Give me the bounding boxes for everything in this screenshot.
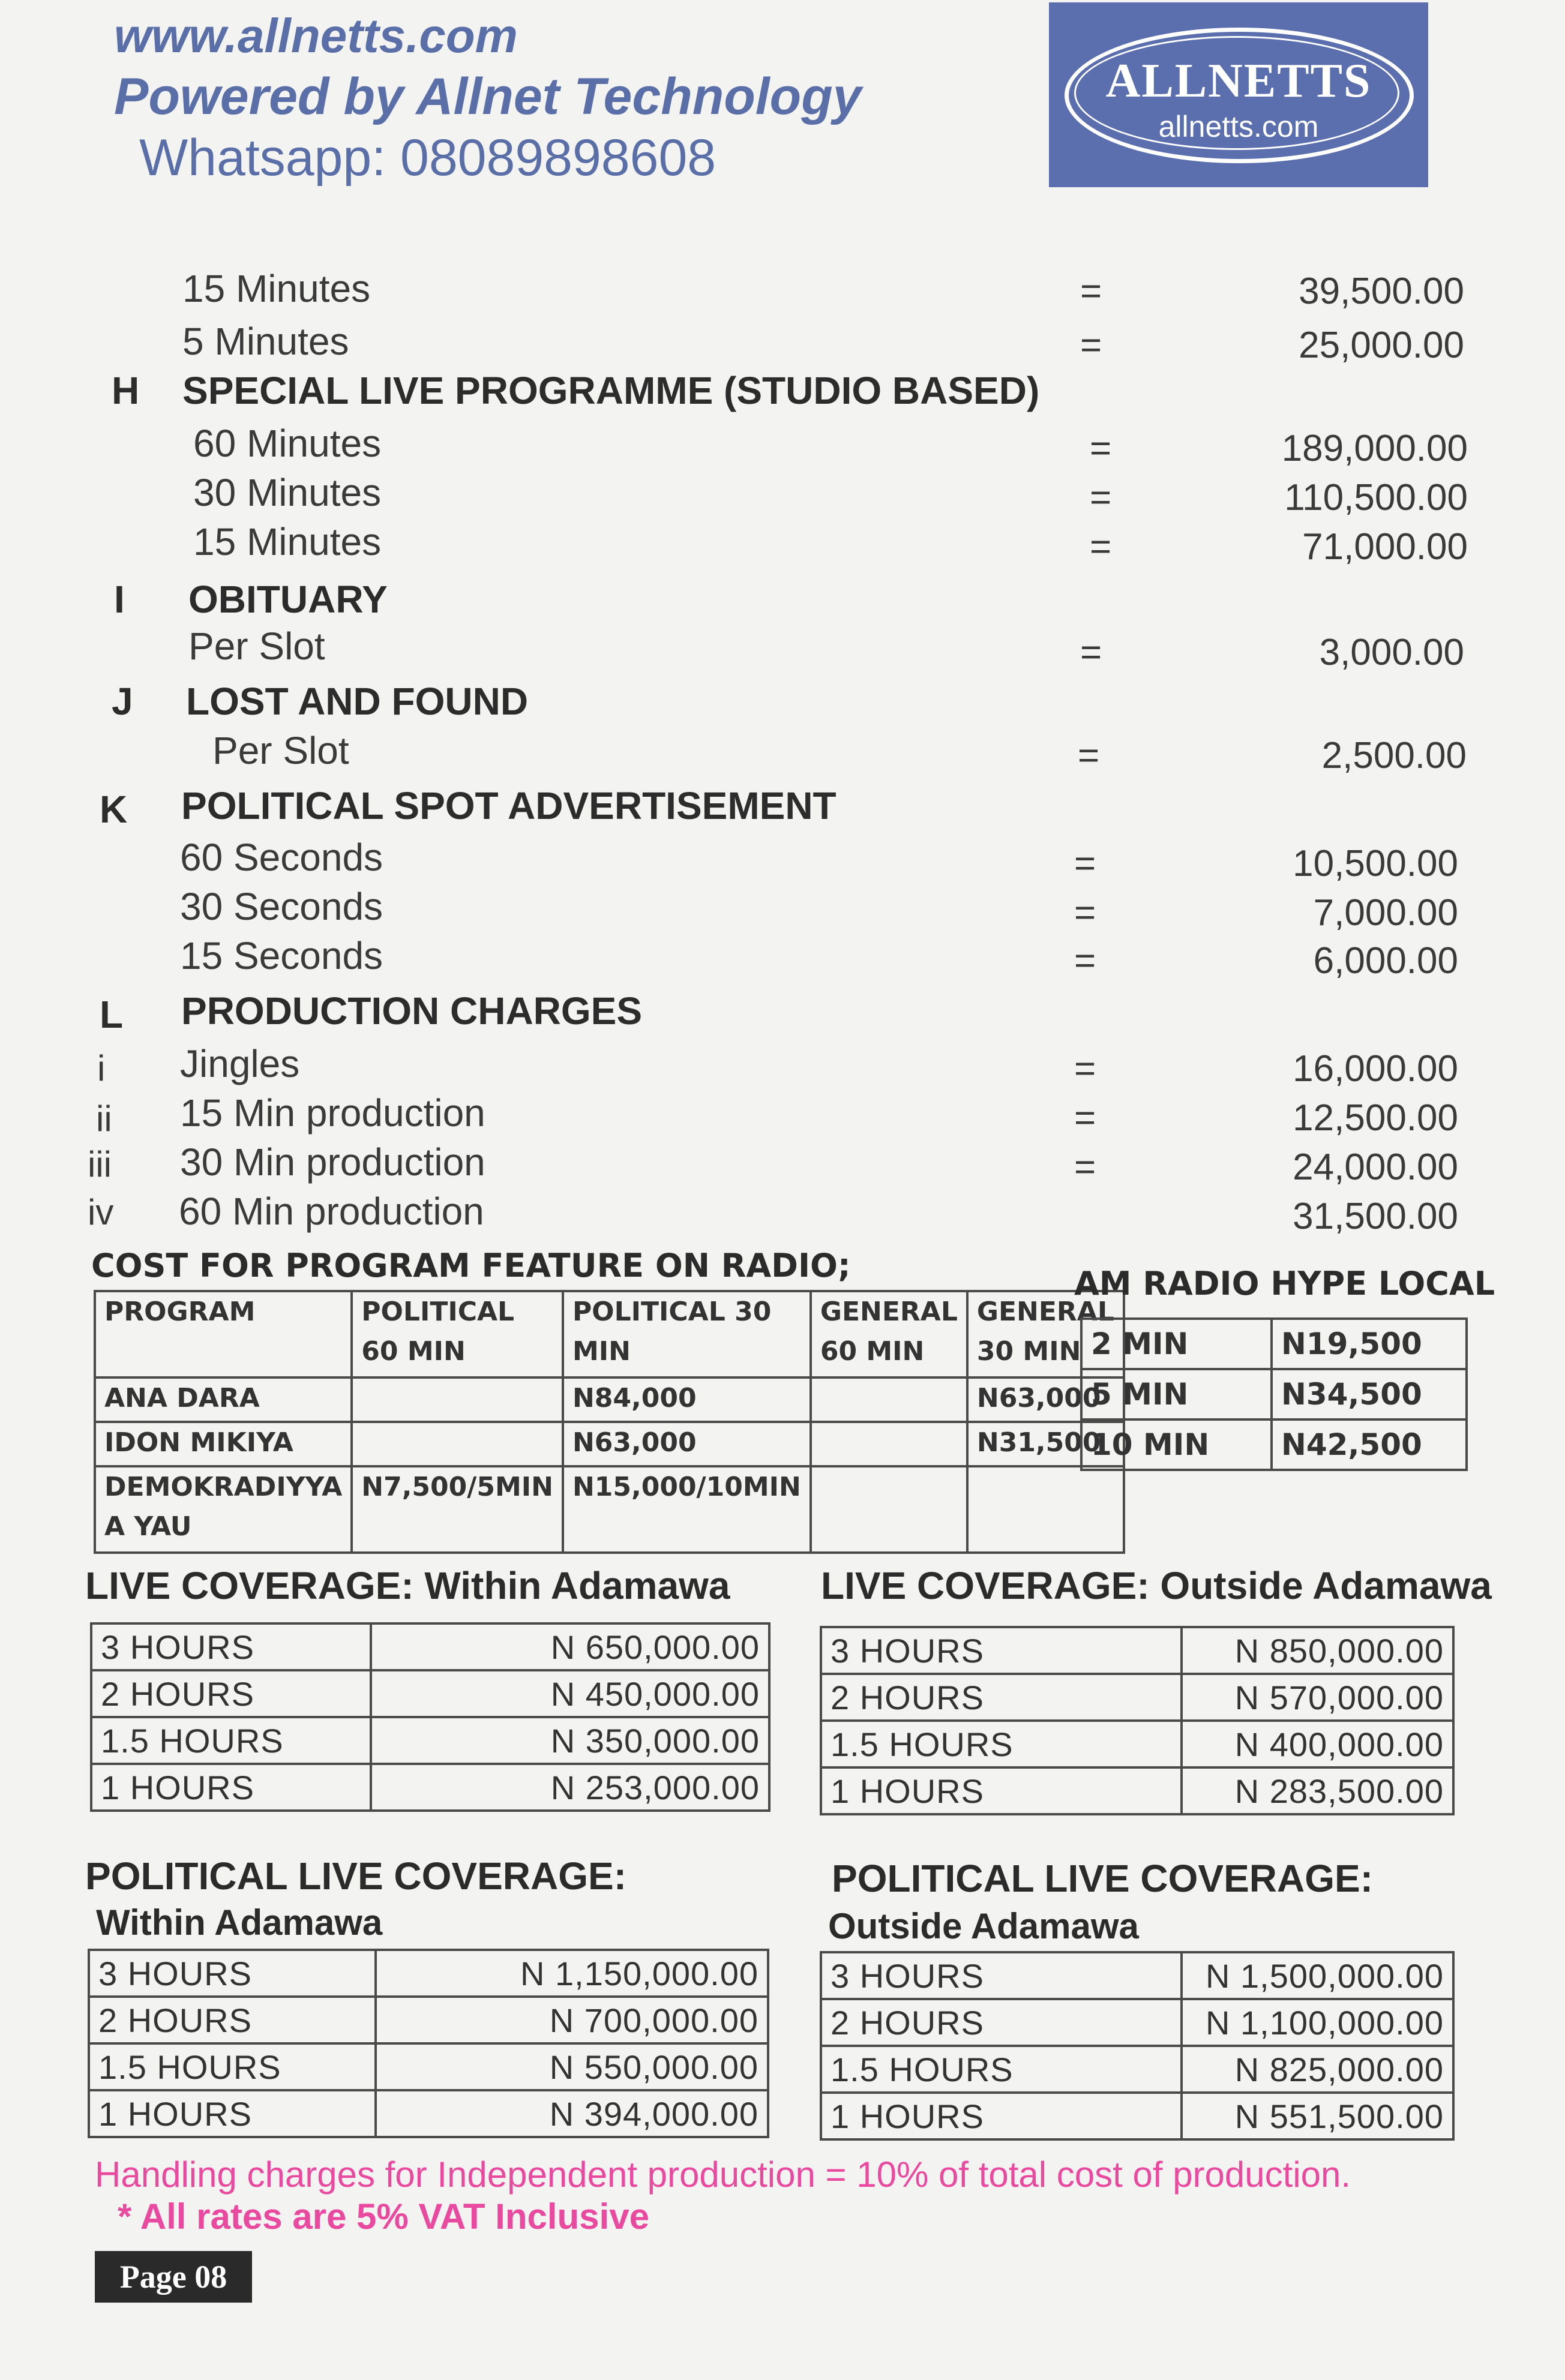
table-cell: 1 HOURS: [89, 2090, 376, 2137]
equals-sign: =: [1074, 1147, 1096, 1188]
table-row: [91, 1764, 769, 1811]
table-cell: 2 HOURS: [821, 1999, 1182, 2046]
table-cell: N 825,000.00: [1182, 2046, 1453, 2093]
rate-label: 15 Min production: [180, 1091, 485, 1135]
table-row: [821, 2046, 1453, 2093]
table-row: [821, 1767, 1453, 1814]
item-number: iv: [88, 1192, 114, 1232]
table-cell: 1.5 HOURS: [89, 2043, 376, 2090]
table-cell: N31,500: [967, 1422, 1124, 1466]
table-cell: 3 HOURS: [89, 1950, 376, 1997]
rate-amount: 31,500.00: [1293, 1196, 1458, 1237]
table-cell: IDON MIKIYA: [95, 1422, 352, 1466]
rate-amount: 39,500.00: [1299, 271, 1464, 312]
item-number: iii: [88, 1144, 112, 1184]
table-cell: N 551,500.00: [1182, 2093, 1453, 2139]
section-title-political-spot: POLITICAL SPOT ADVERTISEMENT: [181, 784, 837, 827]
rate-label: 60 Seconds: [180, 836, 383, 879]
table-cell: N 650,000.00: [371, 1623, 769, 1670]
rate-amount: 189,000.00: [1281, 428, 1468, 469]
table-row: [821, 1952, 1453, 1999]
rate-label: 30 Minutes: [193, 471, 382, 514]
rate-amount: 2,500.00: [1321, 735, 1467, 776]
rate-amount: 6,000.00: [1313, 940, 1458, 982]
rate-label: 60 Minutes: [193, 422, 382, 465]
table-cell: N 394,000.00: [376, 2090, 768, 2137]
section-letter-k: K: [100, 788, 128, 831]
section-title-lost-found: LOST AND FOUND: [186, 680, 529, 723]
rate-label: Per Slot: [212, 729, 349, 772]
table-row: [89, 1950, 768, 1997]
equals-sign: =: [1074, 1048, 1096, 1090]
rate-label: 30 Min production: [180, 1141, 485, 1184]
rate-amount: 24,000.00: [1293, 1147, 1458, 1188]
section-title-production: PRODUCTION CHARGES: [181, 989, 643, 1033]
am-radio-table: [1080, 1317, 1468, 1471]
rate-label: 15 Seconds: [180, 934, 383, 977]
table-cell: N63,000: [967, 1377, 1124, 1422]
table-cell: [811, 1466, 967, 1553]
rate-label: 5 Minutes: [182, 320, 349, 363]
rate-label: 30 Seconds: [180, 885, 383, 928]
table-cell: 1.5 HOURS: [821, 2046, 1182, 2093]
program-table-caption: COST FOR PROGRAM FEATURE ON RADIO;: [91, 1247, 851, 1284]
section-title-obituary: OBITUARY: [188, 578, 388, 621]
table-header-row: [95, 1291, 1124, 1377]
table-cell: 3 HOURS: [821, 1627, 1182, 1674]
column-header: POLITICAL 30 MIN: [563, 1291, 811, 1377]
rate-amount: 12,500.00: [1293, 1097, 1458, 1139]
equals-sign: =: [1074, 892, 1096, 934]
table-row: [821, 1674, 1453, 1721]
equals-sign: =: [1080, 271, 1102, 312]
political-within-subcaption: Within Adamawa: [96, 1902, 383, 1943]
table-cell: N15,000/10MIN: [563, 1466, 811, 1553]
table-row: [89, 2090, 768, 2137]
political-within-caption: POLITICAL LIVE COVERAGE:: [85, 1854, 626, 1898]
table-cell: 10 MIN: [1081, 1419, 1272, 1470]
program-cost-table: [94, 1290, 1125, 1554]
vat-note: * All rates are 5% VAT Inclusive: [118, 2196, 649, 2237]
allnetts-logo: [1049, 2, 1428, 187]
table-cell: N 350,000.00: [371, 1717, 769, 1764]
column-header: GENERAL 60 MIN: [811, 1291, 967, 1377]
table-cell: N 450,000.00: [371, 1670, 769, 1717]
equals-sign: =: [1080, 632, 1102, 673]
page-number-badge: Page 08: [95, 2251, 252, 2303]
live-within-table: [90, 1622, 770, 1812]
table-cell: 2 HOURS: [821, 1674, 1182, 1721]
logo-sub: allnetts.com: [1158, 110, 1319, 143]
table-row: [89, 2043, 768, 2090]
rate-label: 15 Minutes: [193, 520, 382, 563]
political-outside-caption: POLITICAL LIVE COVERAGE:: [832, 1857, 1373, 1900]
table-cell: N42,500: [1272, 1419, 1467, 1470]
equals-sign: =: [1090, 477, 1112, 518]
live-outside-caption: LIVE COVERAGE: Outside Adamawa: [821, 1564, 1492, 1607]
table-cell: 1.5 HOURS: [91, 1717, 371, 1764]
table-row: [95, 1422, 1124, 1466]
table-cell: N34,500: [1272, 1369, 1467, 1419]
table-cell: 1 HOURS: [821, 1767, 1182, 1814]
rate-amount: 71,000.00: [1302, 526, 1468, 568]
table-cell: N7,500/5MIN: [352, 1466, 563, 1553]
equals-sign: =: [1074, 1097, 1096, 1139]
rate-label: 15 Minutes: [182, 267, 371, 310]
table-cell: N63,000: [563, 1422, 811, 1466]
table-cell: 2 MIN: [1081, 1319, 1272, 1369]
table-row: [821, 1999, 1453, 2046]
table-cell: 3 HOURS: [91, 1623, 371, 1670]
live-within-caption: LIVE COVERAGE: Within Adamawa: [85, 1564, 730, 1607]
whatsapp-contact: Whatsapp: 08089898608: [139, 129, 716, 187]
table-cell: N 700,000.00: [376, 1997, 768, 2043]
item-number: i: [97, 1048, 106, 1088]
rate-amount: 3,000.00: [1319, 632, 1464, 673]
table-cell: ANA DARA: [95, 1377, 352, 1422]
section-letter-j: J: [112, 680, 133, 723]
table-row: [91, 1670, 769, 1717]
table-row: [95, 1466, 1124, 1553]
table-cell: N 1,100,000.00: [1182, 1999, 1453, 2046]
am-radio-caption: AM RADIO HYPE LOCAL: [1074, 1265, 1495, 1302]
table-cell: N 1,150,000.00: [376, 1950, 768, 1997]
table-row: [95, 1377, 1124, 1422]
table-cell: 5 MIN: [1081, 1369, 1272, 1419]
table-cell: [811, 1377, 967, 1422]
table-cell: DEMOKRADIYYA A YAU: [95, 1466, 352, 1553]
website-link[interactable]: www.allnetts.com: [114, 9, 518, 62]
table-cell: N 283,500.00: [1182, 1767, 1453, 1814]
logo-name: ALLNETTS: [1105, 55, 1372, 107]
table-cell: N19,500: [1272, 1319, 1467, 1369]
table-cell: N 550,000.00: [376, 2043, 768, 2090]
section-letter-l: L: [100, 993, 124, 1036]
political-outside-subcaption: Outside Adamawa: [828, 1906, 1139, 1946]
political-within-table: [88, 1949, 769, 2138]
equals-sign: =: [1080, 325, 1102, 366]
table-row: [1081, 1419, 1467, 1470]
table-row: [91, 1717, 769, 1764]
rate-amount: 10,500.00: [1293, 843, 1458, 884]
powered-by-text: Powered by Allnet Technology: [114, 68, 862, 125]
table-cell: N 253,000.00: [371, 1764, 769, 1811]
equals-sign: =: [1090, 526, 1112, 568]
table-cell: N 400,000.00: [1182, 1721, 1453, 1767]
table-row: [91, 1623, 769, 1670]
equals-sign: =: [1074, 843, 1096, 884]
rate-label: 60 Min production: [179, 1190, 484, 1233]
table-cell: [352, 1377, 563, 1422]
rate-label: Jingles: [180, 1042, 300, 1085]
table-cell: 2 HOURS: [89, 1997, 376, 2043]
table-cell: 1 HOURS: [821, 2093, 1182, 2139]
table-row: [89, 1997, 768, 2043]
table-row: [821, 1627, 1453, 1674]
column-header: GENERAL 30 MIN: [967, 1291, 1124, 1377]
table-row: [1081, 1319, 1467, 1369]
item-number: ii: [96, 1099, 112, 1139]
rate-amount: 7,000.00: [1313, 892, 1458, 934]
rate-amount: 110,500.00: [1284, 477, 1468, 518]
column-header: PROGRAM: [95, 1291, 352, 1377]
table-cell: N 1,500,000.00: [1182, 1952, 1453, 1999]
table-cell: 2 HOURS: [91, 1670, 371, 1717]
equals-sign: =: [1078, 735, 1100, 776]
table-cell: 3 HOURS: [821, 1952, 1182, 1999]
rate-amount: 25,000.00: [1299, 325, 1464, 366]
table-row: [821, 1721, 1453, 1767]
section-letter-h: H: [112, 369, 140, 412]
rate-label: Per Slot: [188, 625, 325, 668]
table-row: [1081, 1369, 1467, 1419]
equals-sign: =: [1074, 940, 1096, 982]
table-cell: [967, 1466, 1124, 1553]
table-row: [821, 2093, 1453, 2139]
section-letter-i: I: [114, 578, 125, 621]
rate-amount: 16,000.00: [1293, 1048, 1458, 1090]
section-title-special-live: SPECIAL LIVE PROGRAMME (STUDIO BASED): [182, 369, 1040, 412]
equals-sign: =: [1090, 428, 1112, 469]
table-cell: 1 HOURS: [91, 1764, 371, 1811]
table-cell: N84,000: [563, 1377, 811, 1422]
column-header: POLITICAL 60 MIN: [352, 1291, 563, 1377]
live-outside-table: [820, 1626, 1455, 1815]
handling-charges-note: Handling charges for Independent production = 10% of total cost of production.: [95, 2154, 1351, 2195]
political-outside-table: [820, 1951, 1455, 2141]
table-cell: [352, 1422, 563, 1466]
table-cell: 1.5 HOURS: [821, 1721, 1182, 1767]
table-cell: N 850,000.00: [1182, 1627, 1453, 1674]
table-cell: N 570,000.00: [1182, 1674, 1453, 1721]
table-cell: [811, 1422, 967, 1466]
